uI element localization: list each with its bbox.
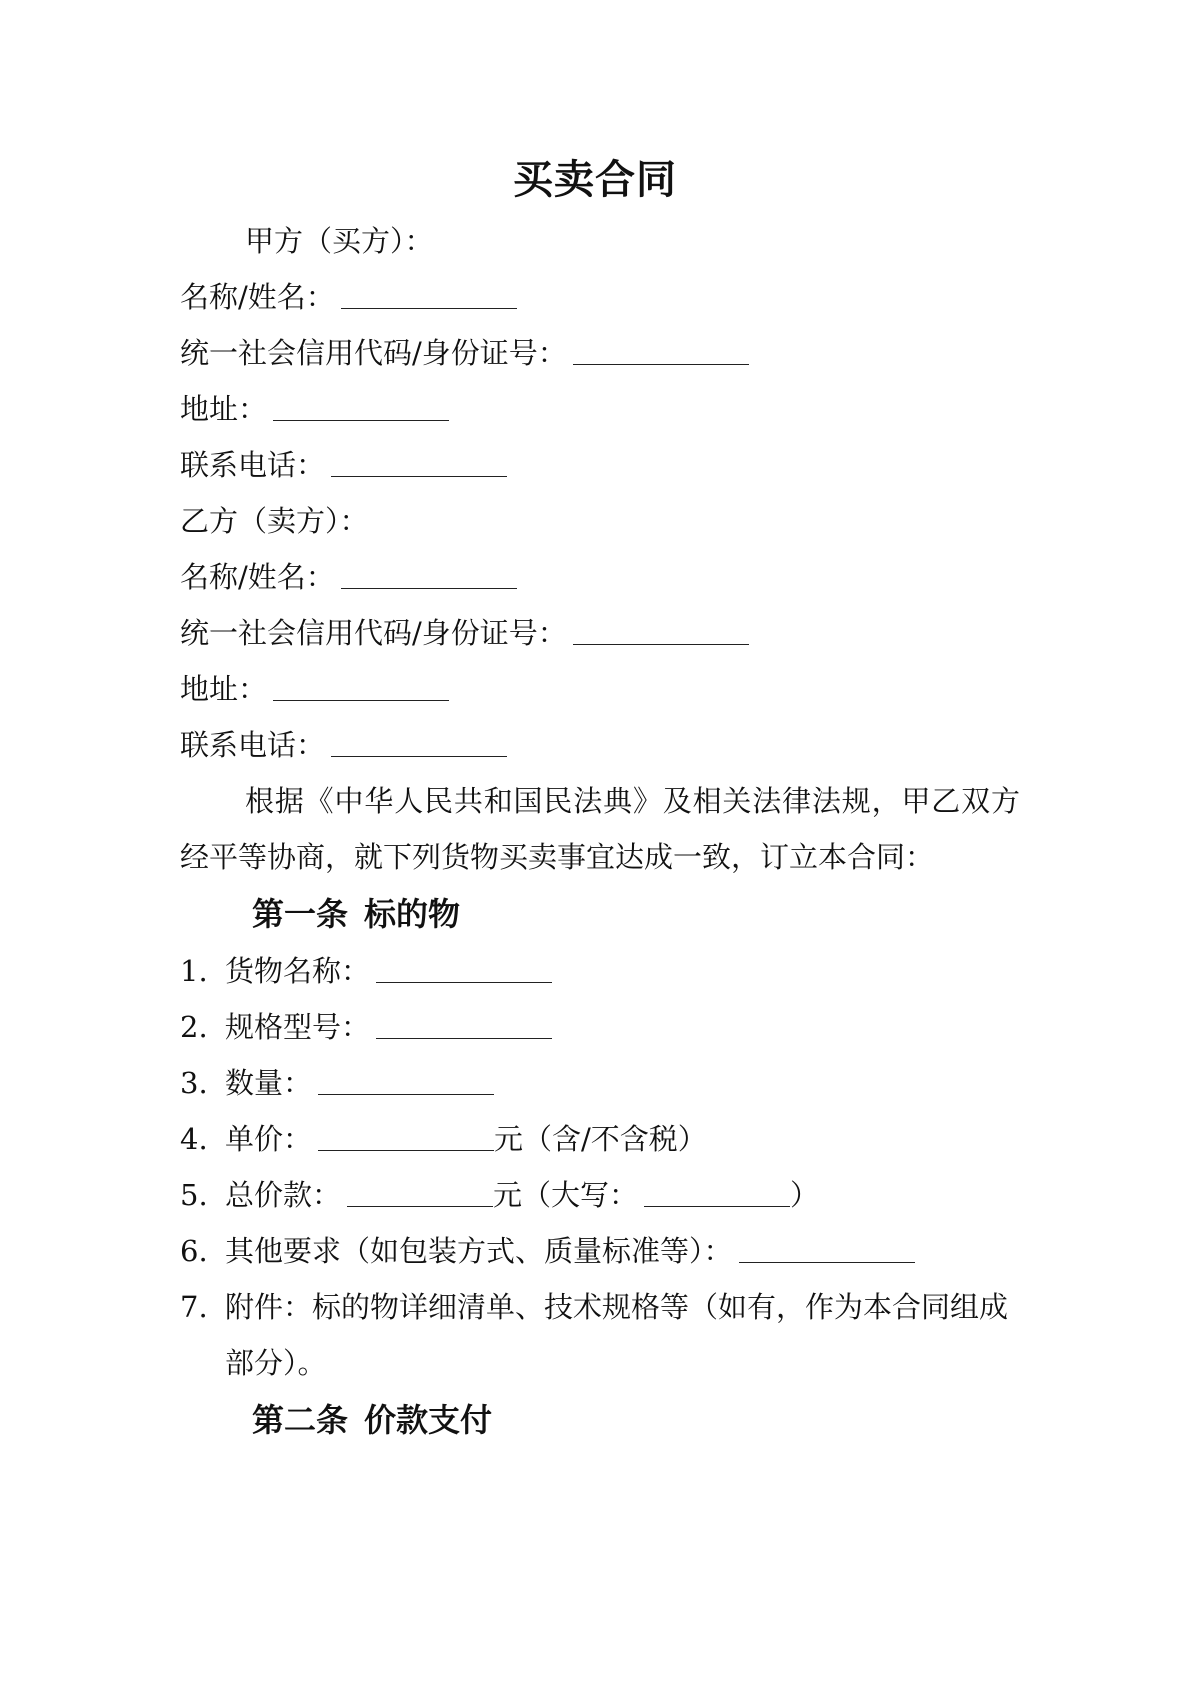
article-2-title: 价款支付 bbox=[364, 1401, 493, 1439]
total-price-words-field[interactable] bbox=[644, 1178, 790, 1207]
party-a-name-row bbox=[180, 269, 1020, 325]
party-a-address-field[interactable] bbox=[273, 392, 449, 421]
article-1-number: 第一条 bbox=[252, 895, 349, 933]
unit-price-suffix: 元（含/不含税） bbox=[494, 1122, 707, 1156]
article-1-item-3 bbox=[180, 1055, 1020, 1111]
model-spec-field[interactable] bbox=[376, 1010, 552, 1039]
article-2-number: 第二条 bbox=[252, 1401, 349, 1439]
item-number: 3. bbox=[180, 1066, 208, 1100]
party-b-id-row bbox=[180, 605, 1020, 661]
goods-name-field[interactable] bbox=[376, 954, 552, 983]
party-b-name-row bbox=[180, 549, 1020, 605]
article-1-item-2 bbox=[180, 999, 1020, 1055]
party-b-name-label: 名称/姓名： bbox=[180, 560, 335, 594]
party-b-id-label: 统一社会信用代码/身份证号： bbox=[180, 616, 567, 650]
party-a-phone-row bbox=[180, 437, 1020, 493]
party-b-address-label: 地址： bbox=[180, 672, 268, 706]
quantity-field[interactable] bbox=[318, 1066, 494, 1095]
other-requirements-label: 其他要求（如包装方式、质量标准等）： bbox=[225, 1234, 733, 1268]
party-a-id-label: 统一社会信用代码/身份证号： bbox=[180, 336, 567, 370]
party-a-address-row bbox=[180, 381, 1020, 437]
goods-name-label: 货物名称： bbox=[225, 954, 371, 988]
party-b-address-row bbox=[180, 661, 1020, 717]
party-b-phone-label: 联系电话： bbox=[180, 728, 326, 762]
party-a-address-label: 地址： bbox=[180, 392, 268, 426]
total-price-middle: 元（大写： bbox=[493, 1178, 639, 1212]
unit-price-label: 单价： bbox=[225, 1122, 313, 1156]
party-a-heading: 甲方（买方）： bbox=[245, 224, 434, 258]
unit-price-field[interactable] bbox=[318, 1122, 494, 1151]
article-1-item-7 bbox=[180, 1279, 1020, 1391]
article-1-title: 标的物 bbox=[364, 895, 461, 933]
party-a-phone-label: 联系电话： bbox=[180, 448, 326, 482]
party-b-name-field[interactable] bbox=[341, 560, 517, 589]
article-1-item-5 bbox=[180, 1167, 1020, 1223]
party-b-heading: 乙方（卖方）： bbox=[180, 504, 369, 538]
article-2-heading bbox=[180, 1391, 1020, 1449]
party-a-name-label: 名称/姓名： bbox=[180, 280, 335, 314]
model-spec-label: 规格型号： bbox=[225, 1010, 371, 1044]
party-a-id-row bbox=[180, 325, 1020, 381]
total-price-field[interactable] bbox=[347, 1178, 493, 1207]
document-body bbox=[180, 213, 1020, 1449]
article-1-item-6 bbox=[180, 1223, 1020, 1279]
party-b-address-field[interactable] bbox=[273, 672, 449, 701]
item-number: 7. bbox=[180, 1290, 208, 1324]
party-b-phone-field[interactable] bbox=[331, 728, 507, 757]
article-1-item-4 bbox=[180, 1111, 1020, 1167]
item-number: 2. bbox=[180, 1010, 208, 1044]
party-a-name-field[interactable] bbox=[341, 280, 517, 309]
item-number: 1. bbox=[180, 954, 208, 988]
article-1-heading bbox=[180, 885, 1020, 943]
party-a-id-field[interactable] bbox=[573, 336, 749, 365]
item-number: 6. bbox=[180, 1234, 208, 1268]
total-price-suffix: ） bbox=[790, 1178, 820, 1212]
quantity-label: 数量： bbox=[225, 1066, 313, 1100]
item-number: 4. bbox=[180, 1122, 208, 1156]
item-number: 5. bbox=[180, 1178, 208, 1212]
party-a-phone-field[interactable] bbox=[331, 448, 507, 477]
party-b-id-field[interactable] bbox=[573, 616, 749, 645]
document-title: 买卖合同 bbox=[513, 157, 677, 203]
article-1-item-1 bbox=[180, 943, 1020, 999]
other-requirements-field[interactable] bbox=[739, 1234, 915, 1263]
preamble-paragraph: 根据《中华人民共和国民法典》及相关法律法规，甲乙双方经平等协商，就下列货物买卖事宜达成一致，订立本合同： bbox=[180, 784, 1020, 874]
party-b-phone-row bbox=[180, 717, 1020, 773]
attachment-text: 附件：标的物详细清单、技术规格等（如有，作为本合同组成部分）。 bbox=[225, 1290, 1009, 1380]
total-price-label: 总价款： bbox=[225, 1178, 342, 1212]
